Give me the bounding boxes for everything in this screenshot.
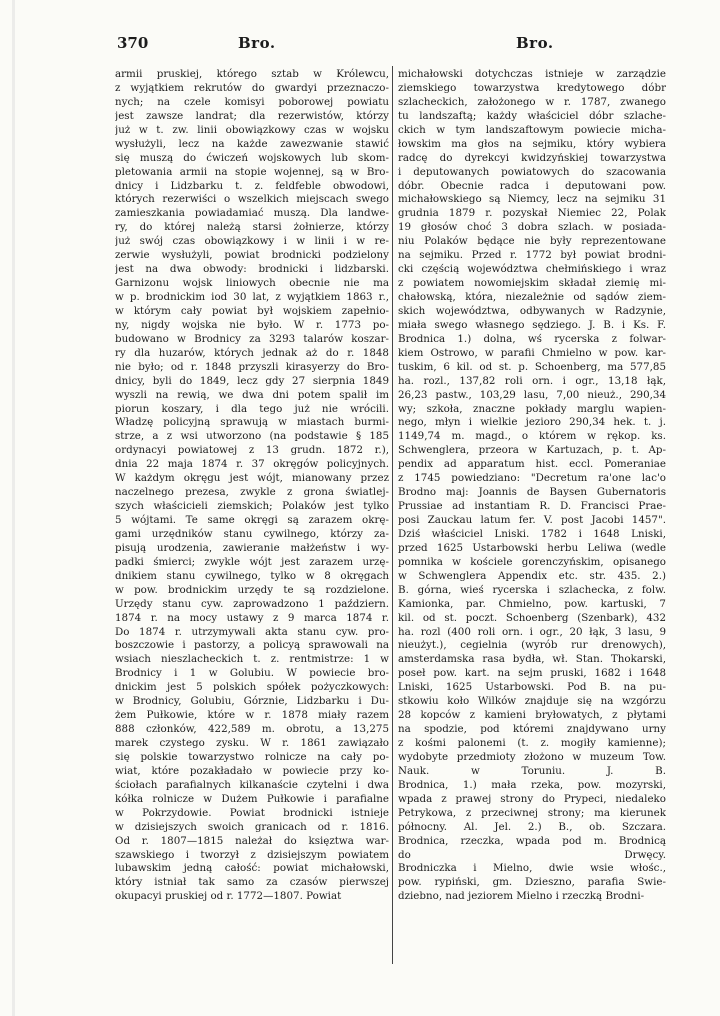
column-rule xyxy=(392,66,393,964)
text-line: z 1745 powiedziano: "Decretum ra'one lac'o xyxy=(398,472,666,485)
text-line: 1874 r. na mocy ustawy z 9 marca 1874 r. xyxy=(115,611,389,624)
scan-edge xyxy=(12,0,15,1016)
text-line: żem Pułkowie, które w r. 1878 miały razem xyxy=(115,709,389,722)
text-line: 1149,74 m. magd., o którem w rękop. ks. xyxy=(398,430,666,443)
text-line: w którym cały powiat był wojskiem zapełnio- xyxy=(115,304,389,317)
text-line: amsterdamska rasa bydła, wł. Stan. Thokarski, xyxy=(398,653,666,666)
text-line: jest zawsze landrat; dla rezerwistów, którzy xyxy=(115,109,389,122)
text-line: dóbr. Obecnie radca i deputowani pow. xyxy=(398,179,666,192)
text-line: nych; na czele komisyi poborowej powiatu xyxy=(115,95,389,108)
text-line: michałowski dotychczas istnieje w zarządzie xyxy=(398,68,666,80)
text-line: grudnia 1879 r. pozyskał Niemiec 22, Polak xyxy=(398,207,666,220)
text-line: w dzisiejszych swoich granicach od r. 1816. xyxy=(115,820,389,833)
text-line: stkowiu koło Wilków znajduje się na wzgórzu xyxy=(398,695,666,708)
text-line: nieużyt.), cegielnia (wyrób rur drenowych), xyxy=(398,639,666,652)
text-line: szych właścicieli ziemskich; Polaków jest tylko xyxy=(115,500,389,513)
text-line: Nauk. w Toruniu. J. B. xyxy=(398,764,666,777)
text-line: kiem Ostrowo, w parafii Chmielno w pow. kar- xyxy=(398,346,666,359)
text-line: piorun koszary, i dla tego już nie wrócili. xyxy=(115,402,389,415)
text-line: radcę do dyrekcyi kwidzyńskiej towarzystwa xyxy=(398,151,666,164)
text-line: Garnizonu wojsk liniowych obecnie nie ma xyxy=(115,277,389,290)
text-line: Władzę policyjną sprawują w miastach burmi- xyxy=(115,416,389,429)
text-line: boszczowie i pastorzy, a policyą sprawowali na xyxy=(115,639,389,652)
text-line: pomnika w kościele gorenczyńskim, opisanego xyxy=(398,555,666,568)
text-line: dnicy i Lidzbarku t. z. feldfeble obwodowi, xyxy=(115,179,389,192)
text-line: ny, nigdy wojska nie było. W r. 1773 po- xyxy=(115,318,389,331)
text-line: i deputowanych powiatowych do szacowania xyxy=(398,165,666,178)
text-line: wysłużyli, lecz na każde zawezwanie stawić xyxy=(115,137,389,150)
text-line: lubawskim jedną całość: powiat michałowski, xyxy=(115,862,389,875)
text-line: Brodnica, rzeczka, wpada pod m. Brodnicą xyxy=(398,834,666,847)
text-line: Od r. 1807—1815 należał do księztwa war- xyxy=(115,834,389,847)
text-line: się muszą do ćwiczeń wojskowych lub skom- xyxy=(115,151,389,164)
text-line: dnikiem stanu cywilnego, tylko w 8 okręgach xyxy=(115,569,389,582)
text-line: do Drwęcy. xyxy=(398,848,666,861)
text-line: armii pruskiej, którego sztab w Królewcu, xyxy=(115,68,389,80)
text-line: z powiatem nowomiejskim składał ziemię mi- xyxy=(398,277,666,290)
text-line: niu Polaków będące nie były reprezentowane xyxy=(398,235,666,248)
text-line: pendix ad apparatum hist. eccl. Pomeraniae xyxy=(398,458,666,471)
page-number: 370 xyxy=(117,34,149,52)
text-line: padki śmierci; zwykle wójt jest zarazem urzę- xyxy=(115,555,389,568)
text-line: ziemskiego towarzystwa kredytowego dóbr xyxy=(398,81,666,94)
text-line: michałowskiego są Niemcy, lecz na sejmiku 31 xyxy=(398,193,666,206)
text-line: miała swego własnego sędziego. J. B. i Ks. F. xyxy=(398,318,666,331)
text-line: wsiach nieszlacheckich t. z. rentmistrze: 1 w xyxy=(115,653,389,666)
text-line: zerwie wysłużyli, powiat brodnicki podzielony xyxy=(115,249,389,262)
text-line: wyszli na rewią, we dwa dni potem spalił im xyxy=(115,388,389,401)
text-line: Dziś właściciel Lniski. 1782 i 1648 Lniski, xyxy=(398,527,666,540)
text-line: cki częścią województwa chełmińskiego i wraz xyxy=(398,263,666,276)
text-line: ha. rozl (400 roli orn. i ogr., 20 łąk, 3 lasu, 9 xyxy=(398,625,666,638)
text-line: 26,23 pastw., 103,29 lasu, 7,00 nieuż., 290,34 xyxy=(398,388,666,401)
text-line: dnickim jest 5 polskich spółek pożyczkowych: xyxy=(115,681,389,694)
left-column xyxy=(115,68,389,904)
text-line: ściołach parafialnych kilkanaście czytelni i dwa xyxy=(115,778,389,791)
text-line: który istniał tak samo za czasów pierwszej xyxy=(115,876,389,889)
text-line: dziebno, nad jeziorem Mielno i rzeczką Brodni- xyxy=(398,890,645,903)
text-line: pletowania armii na stopie wojennej, są w Bro- xyxy=(115,165,389,178)
text-line: Brodniczka i Mielno, dwie wsie włośc., xyxy=(398,862,666,875)
text-line: Brodnica, 1.) mała rzeka, pow. mozyrski, xyxy=(398,778,666,791)
text-line: tu landszaftą; każdy właściciel dóbr szlache- xyxy=(398,109,666,122)
text-line: 28 kopców z kamieni bryłowatych, z płytami xyxy=(398,709,666,722)
text-line: z kośmi palonemi (t. z. mogiły kamienne); xyxy=(398,737,666,749)
text-line: Prussiae ad instantiam R. D. Francisci Prae- xyxy=(398,500,666,513)
text-line: Brodnicy i 1 w Golubiu. W powiecie bro- xyxy=(115,667,389,680)
text-line: w p. brodnickim iod 30 lat, z wyjątkiem 1863 r., xyxy=(115,291,389,303)
text-line: 5 wójtami. Te same okręgi są zarazem okrę- xyxy=(115,514,389,526)
text-line: ckich w tym landszaftowym powiecie micha- xyxy=(398,123,666,136)
text-line: Petrykowa, z przeciwnej strony; ma kierunek xyxy=(398,806,666,819)
text-line: Urzędy stanu cyw. zaprowadzono 1 październ. xyxy=(115,597,389,610)
text-line: dnia 22 maja 1874 r. 37 okręgów policyjnych. xyxy=(115,458,389,471)
text-line: kółka rolnicze w Dużem Pułkowie i parafialne xyxy=(115,792,389,805)
text-line: szlacheckich, założonego w r. 1787, zwanego xyxy=(398,95,666,108)
text-line: z wyjątkiem rekrutów do gwardyi przeznaczo- xyxy=(115,81,389,94)
text-line: okupacyi pruskiej od r. 1772—1807. Powiat xyxy=(115,890,342,903)
text-line: wydobyte przedmioty złożono w muzeum Tow. xyxy=(398,750,666,763)
text-line: już w t. zw. linii obowiązkowy czas w wojsku xyxy=(115,123,389,136)
text-line: w Schwenglera Appendix etc. str. 435. 2.) xyxy=(398,569,666,582)
text-line: których rezerwiści o wszelkich miejscach swego xyxy=(115,193,389,206)
text-line: dnicy, byli do 1849, lecz gdy 27 sierpnia 1849 xyxy=(115,374,389,387)
text-line: pisują urodzenia, zawieranie małżeństw i wy- xyxy=(115,541,389,554)
text-line: ha. rozl., 137,82 roli orn. i ogr., 13,18 łąk, xyxy=(398,374,666,387)
text-line: północny. Al. Jel. 2.) B., ob. Szczara. xyxy=(398,820,666,833)
page-header xyxy=(0,34,720,58)
text-line: gami urzędników stanu cywilnego, którzy za- xyxy=(115,527,389,540)
text-line: łowskim ma głos na sejmiku, który wybiera xyxy=(398,137,666,150)
text-line: Kamionka, par. Chmielno, pow. kartuski, 7 xyxy=(398,597,666,610)
text-line: marek czystego zysku. W r. 1861 zawiązało xyxy=(115,737,389,749)
text-line: Brodnica 1.) dolna, wś rycerska z folwar- xyxy=(398,332,666,345)
right-column xyxy=(398,68,666,904)
text-line: W każdym okręgu jest wójt, mianowany przez xyxy=(115,472,389,485)
text-line: na spodzie, pod któremi znajdywano urny xyxy=(398,723,666,736)
text-line: B. górna, wieś rycerska i szlachecka, z folw. xyxy=(398,583,666,596)
text-line: poseł pow. kart. na sejm pruski, 1682 i 1648 xyxy=(398,667,666,680)
text-line: chałowską, która, niezależnie od sądów ziem- xyxy=(398,291,666,303)
text-line: się polskie towarzystwo rolnicze na cały po- xyxy=(115,750,389,763)
text-line: Lniski, 1625 Ustarbowski. Pod B. na pu- xyxy=(398,681,666,694)
text-line: szawskiego i tworzył z dzisiejszym powiatem xyxy=(115,848,389,861)
text-line: 19 głosów choć 3 dobra szlach. w posiada- xyxy=(398,221,666,234)
text-line: nie było; od r. 1848 przyszli kirasyerzy do Bro- xyxy=(115,360,389,373)
text-line: 888 członków, 422,589 m. obrotu, a 13,275 xyxy=(115,723,389,736)
text-line: ry, do której należą starsi żołnierze, którzy xyxy=(115,221,389,234)
text-line: naczelnego prezesa, zwykle z grona światlej- xyxy=(115,486,389,499)
text-line: ordynacyi powiatowej z 13 grudn. 1872 r.), xyxy=(115,444,389,457)
text-line: w Pokrzydowie. Powiat brodnicki istnieje xyxy=(115,806,389,819)
text-line: wy; szkoła, znaczne pokłady marglu wapien- xyxy=(398,402,666,415)
text-line: tuskim, 6 kil. od st. p. Schoenberg, ma 577,85 xyxy=(398,360,666,373)
text-line: pow. rypiński, gm. Dzieszno, parafia Swie- xyxy=(398,876,666,889)
text-line: Schwenglera, przeora w Kartuzach, p. t. Ap- xyxy=(398,444,666,457)
text-line: zamieszkania powiadamiać muszą. Dla landwe- xyxy=(115,207,389,220)
text-line: nego, młyn i wielkie jezioro 290,34 hek. t. j. xyxy=(398,416,666,429)
text-line: w Brodnicy, Golubiu, Górznie, Lidzbarku i Du- xyxy=(115,695,389,708)
text-line: budowano w Brodnicy za 3293 talarów koszar- xyxy=(115,332,389,345)
text-line: skich województwa, odbywanych w Radzynie, xyxy=(398,304,666,317)
text-line: przed 1625 Ustarbowski herbu Leliwa (wedle xyxy=(398,541,666,554)
text-line: jest na dwa obwody: brodnicki i lidzbarski. xyxy=(115,263,389,276)
text-line: wpada z prawej strony do Prypeci, niedaleko xyxy=(398,792,666,805)
text-line: posi Zauckau latum fer. V. post Jacobi 1457". xyxy=(398,514,666,526)
running-head-right: Bro. xyxy=(516,34,554,52)
text-line: na sejmiku. Przed r. 1772 był powiat brodni- xyxy=(398,249,666,262)
text-line: Brodno maj: Joannis de Baysen Gubernatoris xyxy=(398,486,666,499)
text-line: ry dla huzarów, których jednak aż do r. 1848 xyxy=(115,346,389,359)
text-line: już swój czas obowiązkowy i w linii i w re- xyxy=(115,235,389,248)
text-line: Do 1874 r. utrzymywali akta stanu cyw. pro- xyxy=(115,625,389,638)
running-head-left: Bro. xyxy=(238,34,276,52)
text-line: strze, a z wsi utworzono (na podstawie § 185 xyxy=(115,430,389,443)
text-line: wiat, które pozakładało w powiecie przy ko- xyxy=(115,764,389,777)
text-line: kil. od st. poczt. Schoenberg (Szenbark), 432 xyxy=(398,611,666,624)
text-line: w pow. brodnickim urzędy te są rozdzielone. xyxy=(115,583,389,596)
